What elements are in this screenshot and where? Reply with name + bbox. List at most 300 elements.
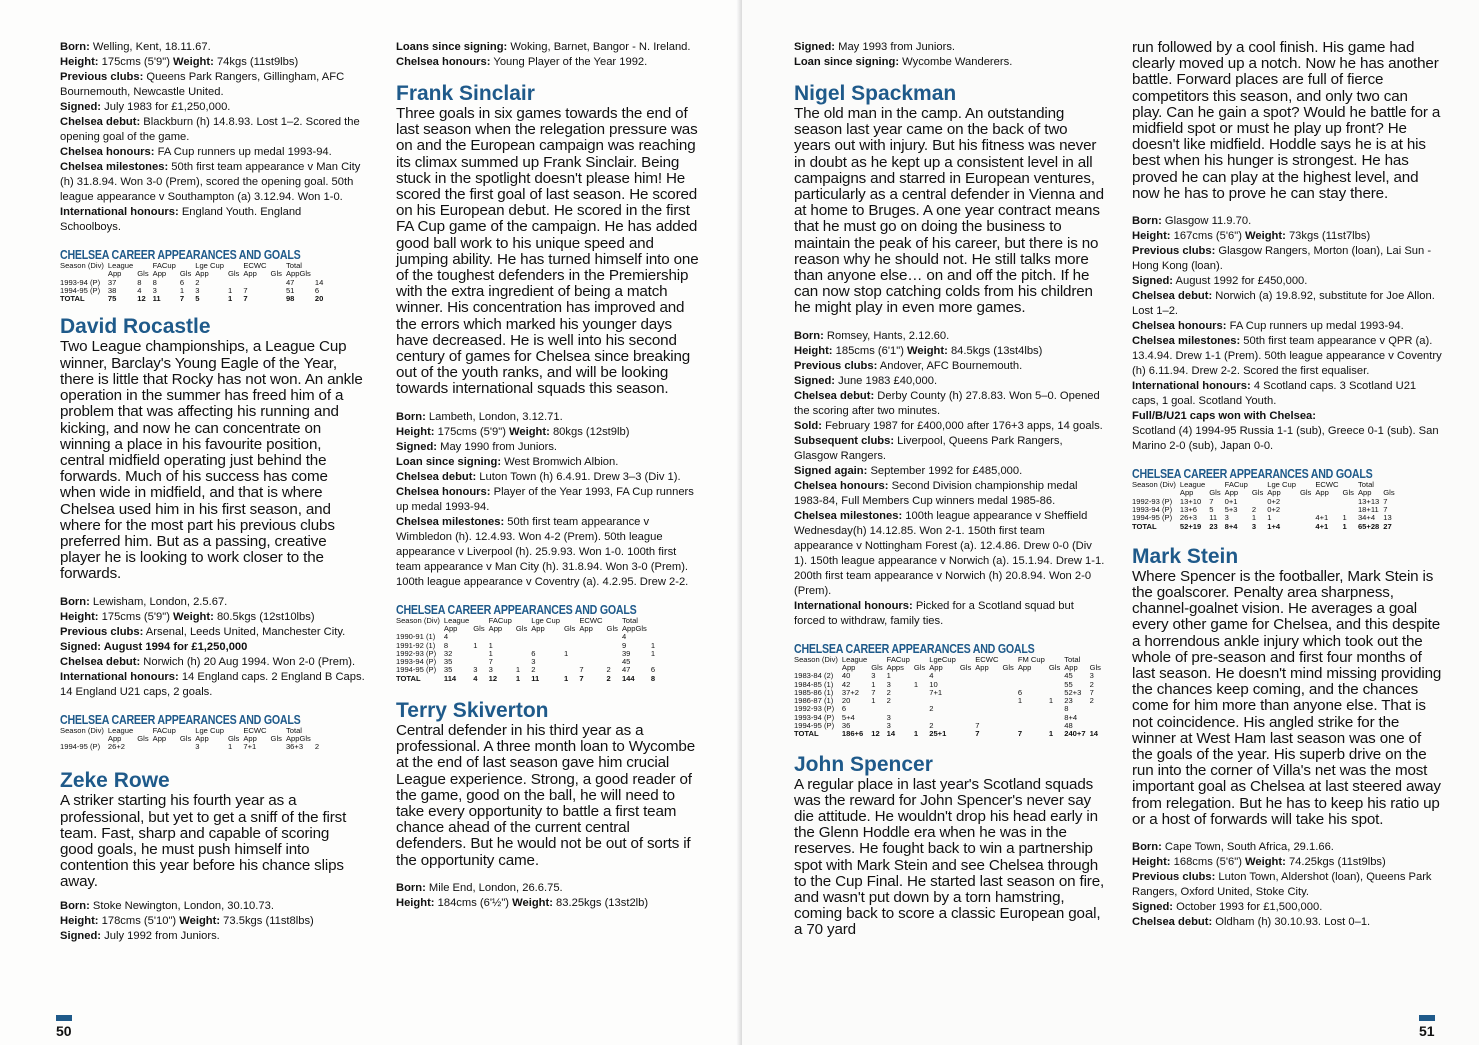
table-cell: ECWC bbox=[243, 725, 267, 735]
table-cell: 1 bbox=[227, 742, 233, 752]
table-cell: 1 bbox=[650, 648, 656, 658]
bio-value: West Bromwich Albion. bbox=[501, 455, 619, 468]
bio-value: Queens Park Rangers, Gillingham, AFC Bournemouth, Newcastle United. bbox=[60, 71, 345, 98]
bio-label: Born: bbox=[794, 329, 824, 342]
bio-label: Chelsea milestones: bbox=[60, 161, 169, 173]
stats-table-3 bbox=[396, 602, 701, 683]
bio-label: International honours: bbox=[60, 670, 179, 683]
table-cell: 1 bbox=[871, 696, 876, 706]
table-cell: Season (Div) bbox=[794, 654, 838, 664]
table-cell: 6 bbox=[179, 277, 185, 287]
bio-value: Luton Town (h) 6.4.91. Drew 3–3 (Div 1). bbox=[476, 470, 681, 483]
bio-value: 80.5kgs (12st10lbs) bbox=[213, 610, 315, 623]
table-cell: Gls bbox=[1251, 488, 1264, 498]
bio-label: Chelsea honours: bbox=[1132, 320, 1227, 333]
table-cell: 1985-86 (1) bbox=[794, 687, 834, 697]
table-cell: 6 bbox=[1017, 687, 1023, 697]
table-cell: FACup bbox=[152, 725, 176, 735]
table-cell: 34+4 bbox=[1357, 513, 1376, 523]
left-column-2 bbox=[396, 40, 701, 911]
bio-line bbox=[1132, 409, 1442, 424]
table-cell: 6 bbox=[841, 704, 847, 714]
player-story-spencer-continued: run followed by a cool finish. His game had clearly moved up a notch. Now he has another battle. Forward places are full of fierce competitors this season, and only two can play. Can he gain a spot? Would he battle for a midfield spot or must he play up front? He doesn't like midfield. Hoddle says he is at his best when his hunger is strongest. He has proved he can play at the highest level, and now he has to prove he can stay there. bbox=[1132, 39, 1441, 202]
table-cell: App bbox=[488, 623, 503, 633]
table-cell bbox=[1047, 672, 1062, 680]
table-cell bbox=[912, 714, 927, 722]
table-cell bbox=[912, 697, 927, 705]
bio-line bbox=[794, 344, 1106, 359]
table-cell: 5+3 bbox=[1224, 504, 1238, 514]
table-cell: 98 bbox=[285, 294, 295, 304]
bio-label: Previous clubs: bbox=[60, 71, 144, 83]
table-cell: App bbox=[1315, 488, 1329, 498]
table-cell bbox=[269, 279, 284, 287]
bio-value: Mile End, London, 26.6.75. bbox=[425, 881, 563, 894]
table-cell: 1+4 bbox=[1267, 521, 1281, 531]
table-cell bbox=[562, 658, 577, 666]
table-cell: 1 bbox=[1017, 696, 1023, 706]
table-cell: 1 bbox=[650, 640, 656, 650]
bio-label: Signed: bbox=[794, 41, 836, 53]
bio-label: Previous clubs: bbox=[60, 625, 144, 638]
table-cell: 1992-93 (P) bbox=[794, 704, 835, 714]
table-cell bbox=[577, 650, 604, 658]
table-cell: 37+2 bbox=[841, 687, 859, 697]
table-cell: Total bbox=[285, 261, 302, 270]
table-cell: 3 bbox=[152, 285, 157, 295]
bio-line bbox=[60, 914, 365, 929]
table-cell: 7+1 bbox=[929, 687, 943, 697]
table-cell bbox=[562, 633, 577, 641]
table-header-row bbox=[1132, 481, 1397, 489]
table-cell: League bbox=[107, 261, 134, 270]
bio-label: Chelsea debut: bbox=[1132, 290, 1213, 303]
table-cell bbox=[269, 743, 284, 751]
bio-label: Weight: bbox=[179, 914, 221, 927]
table-cell: 1 bbox=[179, 285, 185, 295]
bio-line bbox=[1132, 334, 1442, 379]
bio-label: Weight: bbox=[173, 56, 214, 68]
table-cell: 3 bbox=[531, 657, 536, 667]
table-row bbox=[396, 666, 657, 674]
table-cell: Gls bbox=[1299, 488, 1312, 498]
bio-line bbox=[794, 40, 1106, 55]
table-cell: 3 bbox=[195, 285, 200, 295]
bio-value: Second Division championship medal 1983-84, Full Members Cup winners medal 1985-86. bbox=[794, 479, 1078, 507]
table-cell bbox=[958, 697, 973, 705]
table-cell bbox=[313, 262, 325, 270]
table-row bbox=[794, 672, 1103, 680]
bio-label: Chelsea milestones: bbox=[794, 509, 903, 522]
page-number-bar bbox=[1419, 1015, 1435, 1021]
bio-value: 175cms (5'9") bbox=[98, 610, 174, 623]
table-cell bbox=[269, 295, 284, 303]
table-cell: Gls bbox=[1002, 662, 1014, 672]
table-cell: Gls bbox=[179, 269, 192, 279]
bio-line bbox=[396, 896, 701, 911]
bio-value: Romsey, Hants, 2.12.60. bbox=[823, 329, 950, 342]
bio-value: Wycombe Wanderers. bbox=[899, 56, 1013, 68]
bio-value: 83.25kgs (13st2lb) bbox=[552, 896, 649, 909]
table-cell: 6 bbox=[531, 648, 536, 658]
bio-value: 185cms (6'1") bbox=[832, 344, 908, 357]
bio-value: Norwich (a) 19.8.92, substitute for Joe Allon. Lost 1–2. bbox=[1132, 290, 1435, 318]
page-number-bar bbox=[56, 1015, 72, 1021]
table-cell: 4+1 bbox=[1315, 513, 1329, 523]
table-cell: Gls bbox=[871, 662, 883, 672]
table-cell: Gls bbox=[137, 733, 149, 743]
stats-table-grid bbox=[1132, 481, 1397, 531]
table-cell: Gls bbox=[1209, 488, 1221, 498]
table-row bbox=[794, 714, 1103, 722]
table-cell: ECWC bbox=[243, 261, 267, 270]
table-cell: 3 bbox=[871, 671, 876, 681]
bio-label: International honours: bbox=[60, 206, 179, 218]
bio-value: 4 Scotland caps. 3 Scotland U21 caps, 1 goal. Scotland Youth. bbox=[1132, 380, 1417, 408]
bio-value: Woking, Barnet, Bangor - N. Ireland. bbox=[507, 41, 691, 53]
table-cell: 14 bbox=[886, 729, 896, 739]
bio-line bbox=[60, 610, 365, 625]
table-cell: Gls bbox=[1383, 488, 1395, 498]
table-cell: 3 bbox=[1251, 521, 1257, 531]
table-cell: 39 bbox=[621, 648, 631, 658]
stats-table-grid bbox=[794, 656, 1103, 739]
table-cell: FACup bbox=[488, 615, 512, 625]
table-cell bbox=[1016, 714, 1047, 722]
bio-line bbox=[60, 929, 365, 944]
bio-label: Height: bbox=[1132, 856, 1171, 869]
table-cell: AppGls bbox=[285, 269, 311, 279]
table-cell: 47 bbox=[621, 665, 631, 675]
table-cell: Gls bbox=[515, 623, 528, 633]
bio-value: Welling, Kent, 18.11.67. bbox=[89, 41, 211, 53]
table-cell bbox=[1298, 514, 1313, 522]
table-cell: 8 bbox=[1064, 704, 1069, 714]
page-number-left bbox=[56, 1015, 72, 1039]
bio-label: Full/B/U21 caps won with Chelsea: bbox=[1132, 410, 1317, 423]
bio-label: Height: bbox=[396, 896, 435, 909]
player-name-rocastle: David Rocastle bbox=[60, 315, 211, 339]
bio-value: Derby County (h) 27.8.83. Won 5–0. Opened the scoring after two minutes. bbox=[794, 389, 1100, 417]
table-cell: 2 bbox=[1251, 504, 1257, 514]
bio-line bbox=[1132, 244, 1442, 274]
bio-line bbox=[1132, 289, 1442, 319]
bio-line bbox=[60, 595, 365, 610]
table-cell: 1994-95 (P) bbox=[60, 742, 101, 752]
table-cell: 3 bbox=[473, 665, 478, 675]
player-name-sinclair: Frank Sinclair bbox=[396, 82, 535, 105]
table-cell: 9 bbox=[621, 640, 627, 650]
table-cell: 1994-95 (P) bbox=[1132, 513, 1173, 523]
stats-table-5 bbox=[1132, 466, 1442, 531]
table-cell bbox=[958, 714, 973, 722]
bio-value: 73kgs (11st7lbs) bbox=[1285, 230, 1371, 243]
stats-table-title: CHELSEA CAREER APPEARANCES AND GOALS bbox=[396, 601, 637, 617]
bio-value: Arsenal, Leeds United, Manchester City. bbox=[143, 625, 346, 638]
bio-line bbox=[794, 389, 1106, 419]
bio-label: Chelsea honours: bbox=[794, 479, 889, 492]
table-cell: 2 bbox=[929, 704, 934, 714]
bio-value: 50th first team appearance v QPR (a). 13.4.94. Drew 1-1 (Prem). 50th league appearance v Coventry (h) 6.11.94. Drew 2-2. Scored the first equaliser. bbox=[1132, 335, 1442, 378]
bio-line bbox=[794, 359, 1106, 374]
table-cell bbox=[514, 642, 529, 650]
stats-table-grid bbox=[396, 617, 657, 683]
bio-label: Height: bbox=[396, 425, 435, 438]
table-cell: App bbox=[243, 269, 257, 279]
bio-label: Born: bbox=[396, 410, 426, 423]
table-cell: 8 bbox=[443, 640, 449, 650]
table-cell: App bbox=[107, 269, 122, 279]
table-cell: Lge Cup bbox=[531, 615, 560, 625]
left-column-1 bbox=[60, 40, 365, 944]
table-cell: 2 bbox=[929, 721, 934, 731]
table-cell bbox=[1047, 714, 1062, 722]
table-cell: 55 bbox=[1064, 679, 1073, 689]
table-cell: 8+4 bbox=[1064, 712, 1078, 722]
table-cell: 1 bbox=[488, 640, 493, 650]
table-cell bbox=[1000, 681, 1015, 689]
table-cell: 2 bbox=[606, 665, 611, 675]
bio-value: Norwich (h) 20 Aug 1994. Won 2-0 (Prem). bbox=[140, 655, 356, 668]
bio-label: Weight: bbox=[907, 344, 948, 357]
table-cell: 3 bbox=[195, 742, 200, 752]
player-story-rowe: A striker starting his fourth year as a professional, but yet to get a sniff of the first team. Fast, sharp and capable of scoring good goals, he must push himself into contention this year before his chance slips away. bbox=[60, 792, 347, 891]
spackman-bio bbox=[794, 329, 1106, 629]
bio-line bbox=[794, 599, 1106, 629]
page-number-right bbox=[1419, 1015, 1435, 1039]
table-cell: 1993-94 (P) bbox=[794, 712, 835, 722]
table-cell bbox=[529, 633, 562, 641]
bio-line bbox=[794, 329, 1106, 344]
table-cell: 7+1 bbox=[243, 742, 257, 752]
table-cell: 1990-91 (1) bbox=[396, 632, 436, 642]
player-story-spackman: The old man in the camp. An outstanding season last year came on the back of two years out with injury. But his fitness was never in doubt as he kept up a consistent level in all campaigns and starred in European ventures, particularly as a central defender in Vienna and at home to Bruges. A one year contract means that he must go on doing the business to maintain the peak of his career, but there is no reason why he should not. He still talks more than anyone else… on and off the pitch. If he can now stop catching colds from his children he might play in even more games. bbox=[794, 105, 1104, 317]
bio-label: Height: bbox=[60, 610, 99, 623]
bio-value: Luton Town, Aldershot (loan), Queens Park Rangers, Oxford United, Stoke City. bbox=[1132, 871, 1432, 899]
bio-label: Previous clubs: bbox=[1132, 871, 1216, 884]
bio-label: Weight: bbox=[1245, 230, 1286, 243]
bio-value: Andover, AFC Bournemouth. bbox=[877, 359, 1023, 372]
bio-label: Weight: bbox=[509, 425, 550, 438]
table-cell bbox=[958, 730, 973, 738]
table-header-row bbox=[396, 625, 657, 633]
table-cell: Lge Cup bbox=[1267, 480, 1296, 490]
table-cell: 13+13 bbox=[1357, 496, 1380, 506]
table-cell bbox=[912, 689, 927, 697]
table-cell: TOTAL bbox=[396, 673, 421, 683]
table-cell bbox=[514, 650, 529, 658]
table-cell: 36+3 bbox=[285, 742, 304, 752]
table-cell: Total bbox=[621, 615, 638, 625]
table-cell: 7 bbox=[975, 721, 980, 731]
right-column-1 bbox=[794, 40, 1106, 939]
table-cell: 3 bbox=[886, 721, 891, 731]
bio-value: 167cms (5'6") bbox=[1170, 230, 1246, 243]
table-cell bbox=[605, 650, 620, 658]
table-row bbox=[794, 681, 1103, 689]
bio-value: October 1993 for £1,500,000. bbox=[1173, 901, 1323, 914]
table-cell: Total bbox=[1064, 654, 1081, 664]
bio-label: Weight: bbox=[173, 610, 214, 623]
bio-line bbox=[1132, 229, 1442, 244]
table-cell: League bbox=[443, 615, 470, 625]
table-cell: ECWC bbox=[579, 615, 603, 625]
table-cell: App bbox=[1357, 488, 1372, 498]
bio-line bbox=[794, 434, 1106, 464]
table-cell: 48 bbox=[1064, 721, 1073, 731]
bio-value: Lewisham, London, 2.5.67. bbox=[89, 595, 228, 608]
table-cell: 75 bbox=[107, 294, 117, 304]
bio-value: 84.5kgs (13st4lbs) bbox=[947, 344, 1043, 357]
bio-line bbox=[396, 55, 701, 70]
bio-line bbox=[794, 464, 1106, 479]
bio-line bbox=[396, 485, 701, 515]
table-cell: 7 bbox=[1209, 496, 1214, 506]
table-cell bbox=[958, 681, 973, 689]
table-cell: League bbox=[1179, 480, 1206, 490]
table-cell: 4 bbox=[137, 285, 142, 295]
table-cell bbox=[605, 633, 620, 641]
table-cell: 1992-93 (P) bbox=[396, 648, 437, 658]
table-cell: Gls bbox=[227, 733, 240, 743]
table-cell: 1 bbox=[488, 648, 493, 658]
table-cell: 1 bbox=[227, 285, 233, 295]
table-cell: League bbox=[107, 725, 134, 735]
table-cell bbox=[973, 705, 1000, 713]
stein-bio bbox=[1132, 840, 1442, 930]
bio-line bbox=[60, 205, 365, 235]
bio-label: Signed: bbox=[60, 101, 102, 113]
table-cell: AppGls bbox=[621, 623, 647, 633]
bio-value: 14 England caps. 2 England B Caps. 14 England U21 caps, 2 goals. bbox=[60, 670, 365, 698]
bio-label: Signed: bbox=[1132, 901, 1174, 914]
table-cell: Gls bbox=[1342, 488, 1354, 498]
table-cell bbox=[514, 633, 529, 641]
table-cell bbox=[1000, 714, 1015, 722]
bio-line bbox=[1132, 900, 1442, 915]
table-cell: League bbox=[841, 654, 868, 664]
bio-label: Height: bbox=[794, 344, 833, 357]
table-cell: 1 bbox=[1342, 513, 1347, 523]
table-header-row bbox=[794, 664, 1103, 672]
table-cell bbox=[605, 642, 620, 650]
stats-table-4 bbox=[794, 641, 1106, 739]
table-cell: 27 bbox=[1383, 521, 1392, 531]
table-cell: 1991-92 (1) bbox=[396, 640, 436, 650]
table-cell: 1 bbox=[913, 679, 919, 689]
bio-line bbox=[396, 881, 701, 896]
table-cell: 3 bbox=[1224, 513, 1229, 523]
table-cell bbox=[1298, 506, 1313, 514]
bio-value: Lambeth, London, 3.12.71. bbox=[425, 410, 563, 423]
bio-line bbox=[396, 440, 701, 455]
table-cell: Lge Cup bbox=[195, 261, 224, 270]
table-cell: Gls bbox=[473, 623, 485, 633]
bio-value: May 1990 from Juniors. bbox=[437, 440, 558, 453]
table-cell: 186+6 bbox=[841, 729, 864, 739]
table-cell: 20 bbox=[841, 696, 851, 706]
table-cell bbox=[973, 672, 1000, 680]
bio-line bbox=[396, 455, 701, 470]
stats-table-title: CHELSEA CAREER APPEARANCES AND GOALS bbox=[60, 247, 301, 262]
table-cell: 7 bbox=[975, 729, 980, 739]
table-cell: ECWC bbox=[975, 654, 999, 664]
bio-line bbox=[396, 470, 701, 485]
bio-line bbox=[1132, 424, 1442, 454]
stats-table-title: CHELSEA CAREER APPEARANCES AND GOALS bbox=[60, 711, 301, 727]
bio-line bbox=[1132, 379, 1442, 409]
table-cell: Gls bbox=[606, 623, 618, 633]
bio-value: 175cms (5'9") bbox=[434, 425, 510, 438]
table-cell bbox=[1016, 672, 1047, 680]
stats-table-1 bbox=[60, 247, 365, 303]
bio-value: Stoke Newington, London, 30.10.73. bbox=[89, 899, 274, 912]
table-cell: 40 bbox=[841, 671, 851, 681]
table-cell: LgeCup bbox=[929, 654, 956, 664]
bio-value: Young Player of the Year 1992. bbox=[490, 56, 648, 68]
table-row bbox=[794, 697, 1103, 705]
table-cell bbox=[958, 705, 973, 713]
bio-label: Signed: bbox=[396, 440, 438, 453]
bio-line bbox=[794, 374, 1106, 389]
table-cell: App bbox=[841, 662, 856, 672]
table-cell: App bbox=[1017, 662, 1032, 672]
table-cell: 1 bbox=[515, 665, 521, 675]
bio-line bbox=[396, 410, 701, 425]
table-cell: TOTAL bbox=[60, 294, 85, 304]
table-cell: 23 bbox=[1064, 696, 1073, 706]
table-cell bbox=[958, 689, 973, 697]
table-cell: 14 bbox=[1089, 729, 1099, 739]
table-cell bbox=[1000, 722, 1015, 730]
table-cell bbox=[577, 633, 604, 641]
table-cell: 13+10 bbox=[1179, 496, 1202, 506]
table-cell: 2 bbox=[886, 696, 891, 706]
table-cell: 5 bbox=[195, 294, 200, 304]
table-cell bbox=[313, 727, 321, 735]
table-cell: 7 bbox=[243, 294, 248, 304]
player-name-stein: Mark Stein bbox=[1132, 544, 1239, 568]
table-cell bbox=[1000, 730, 1015, 738]
table-cell: AppGls bbox=[285, 733, 311, 743]
bio-value: 74kgs (11st9lbs) bbox=[213, 56, 299, 68]
bio-label: Chelsea honours: bbox=[396, 485, 491, 498]
bio-line bbox=[1132, 870, 1442, 900]
col2-top-bio bbox=[396, 40, 701, 70]
table-row bbox=[1132, 523, 1397, 531]
table-cell: 2 bbox=[886, 687, 891, 697]
table-cell: Season (Div) bbox=[60, 725, 104, 735]
table-cell: 26+3 bbox=[1179, 513, 1197, 523]
table-cell: 7 bbox=[1017, 729, 1023, 739]
table-cell: 5+4 bbox=[841, 712, 855, 722]
table-cell: 1 bbox=[1048, 696, 1054, 706]
bio-label: International honours: bbox=[1132, 380, 1251, 393]
table-cell: 5 bbox=[1209, 504, 1214, 514]
table-cell bbox=[958, 722, 973, 730]
player-name-skiverton: Terry Skiverton bbox=[396, 699, 549, 723]
skiverton-bio bbox=[396, 881, 701, 911]
bio-label: Weight: bbox=[1245, 856, 1286, 869]
table-cell: 1986-87 (1) bbox=[794, 696, 834, 706]
table-cell bbox=[649, 617, 657, 625]
bio-value: 178cms (5'10") bbox=[98, 914, 180, 927]
table-row bbox=[396, 633, 657, 641]
bio-value: 50th first team appearance v Wimbledon (h). 12.4.93. Won 4-2 (Prem). 50th league appearance v Liverpool (h). 25.9.93. Won 1-0. 100th first team appearance v Man City (h). 31.8.94. Won 3-0 (Prem). 100th league appearance v Coventry (a). 4.2.95. Drew 2-2. bbox=[396, 515, 689, 588]
bio-label: Height: bbox=[60, 56, 99, 68]
bio-label: Subsequent clubs: bbox=[794, 434, 895, 447]
table-cell bbox=[973, 697, 1000, 705]
